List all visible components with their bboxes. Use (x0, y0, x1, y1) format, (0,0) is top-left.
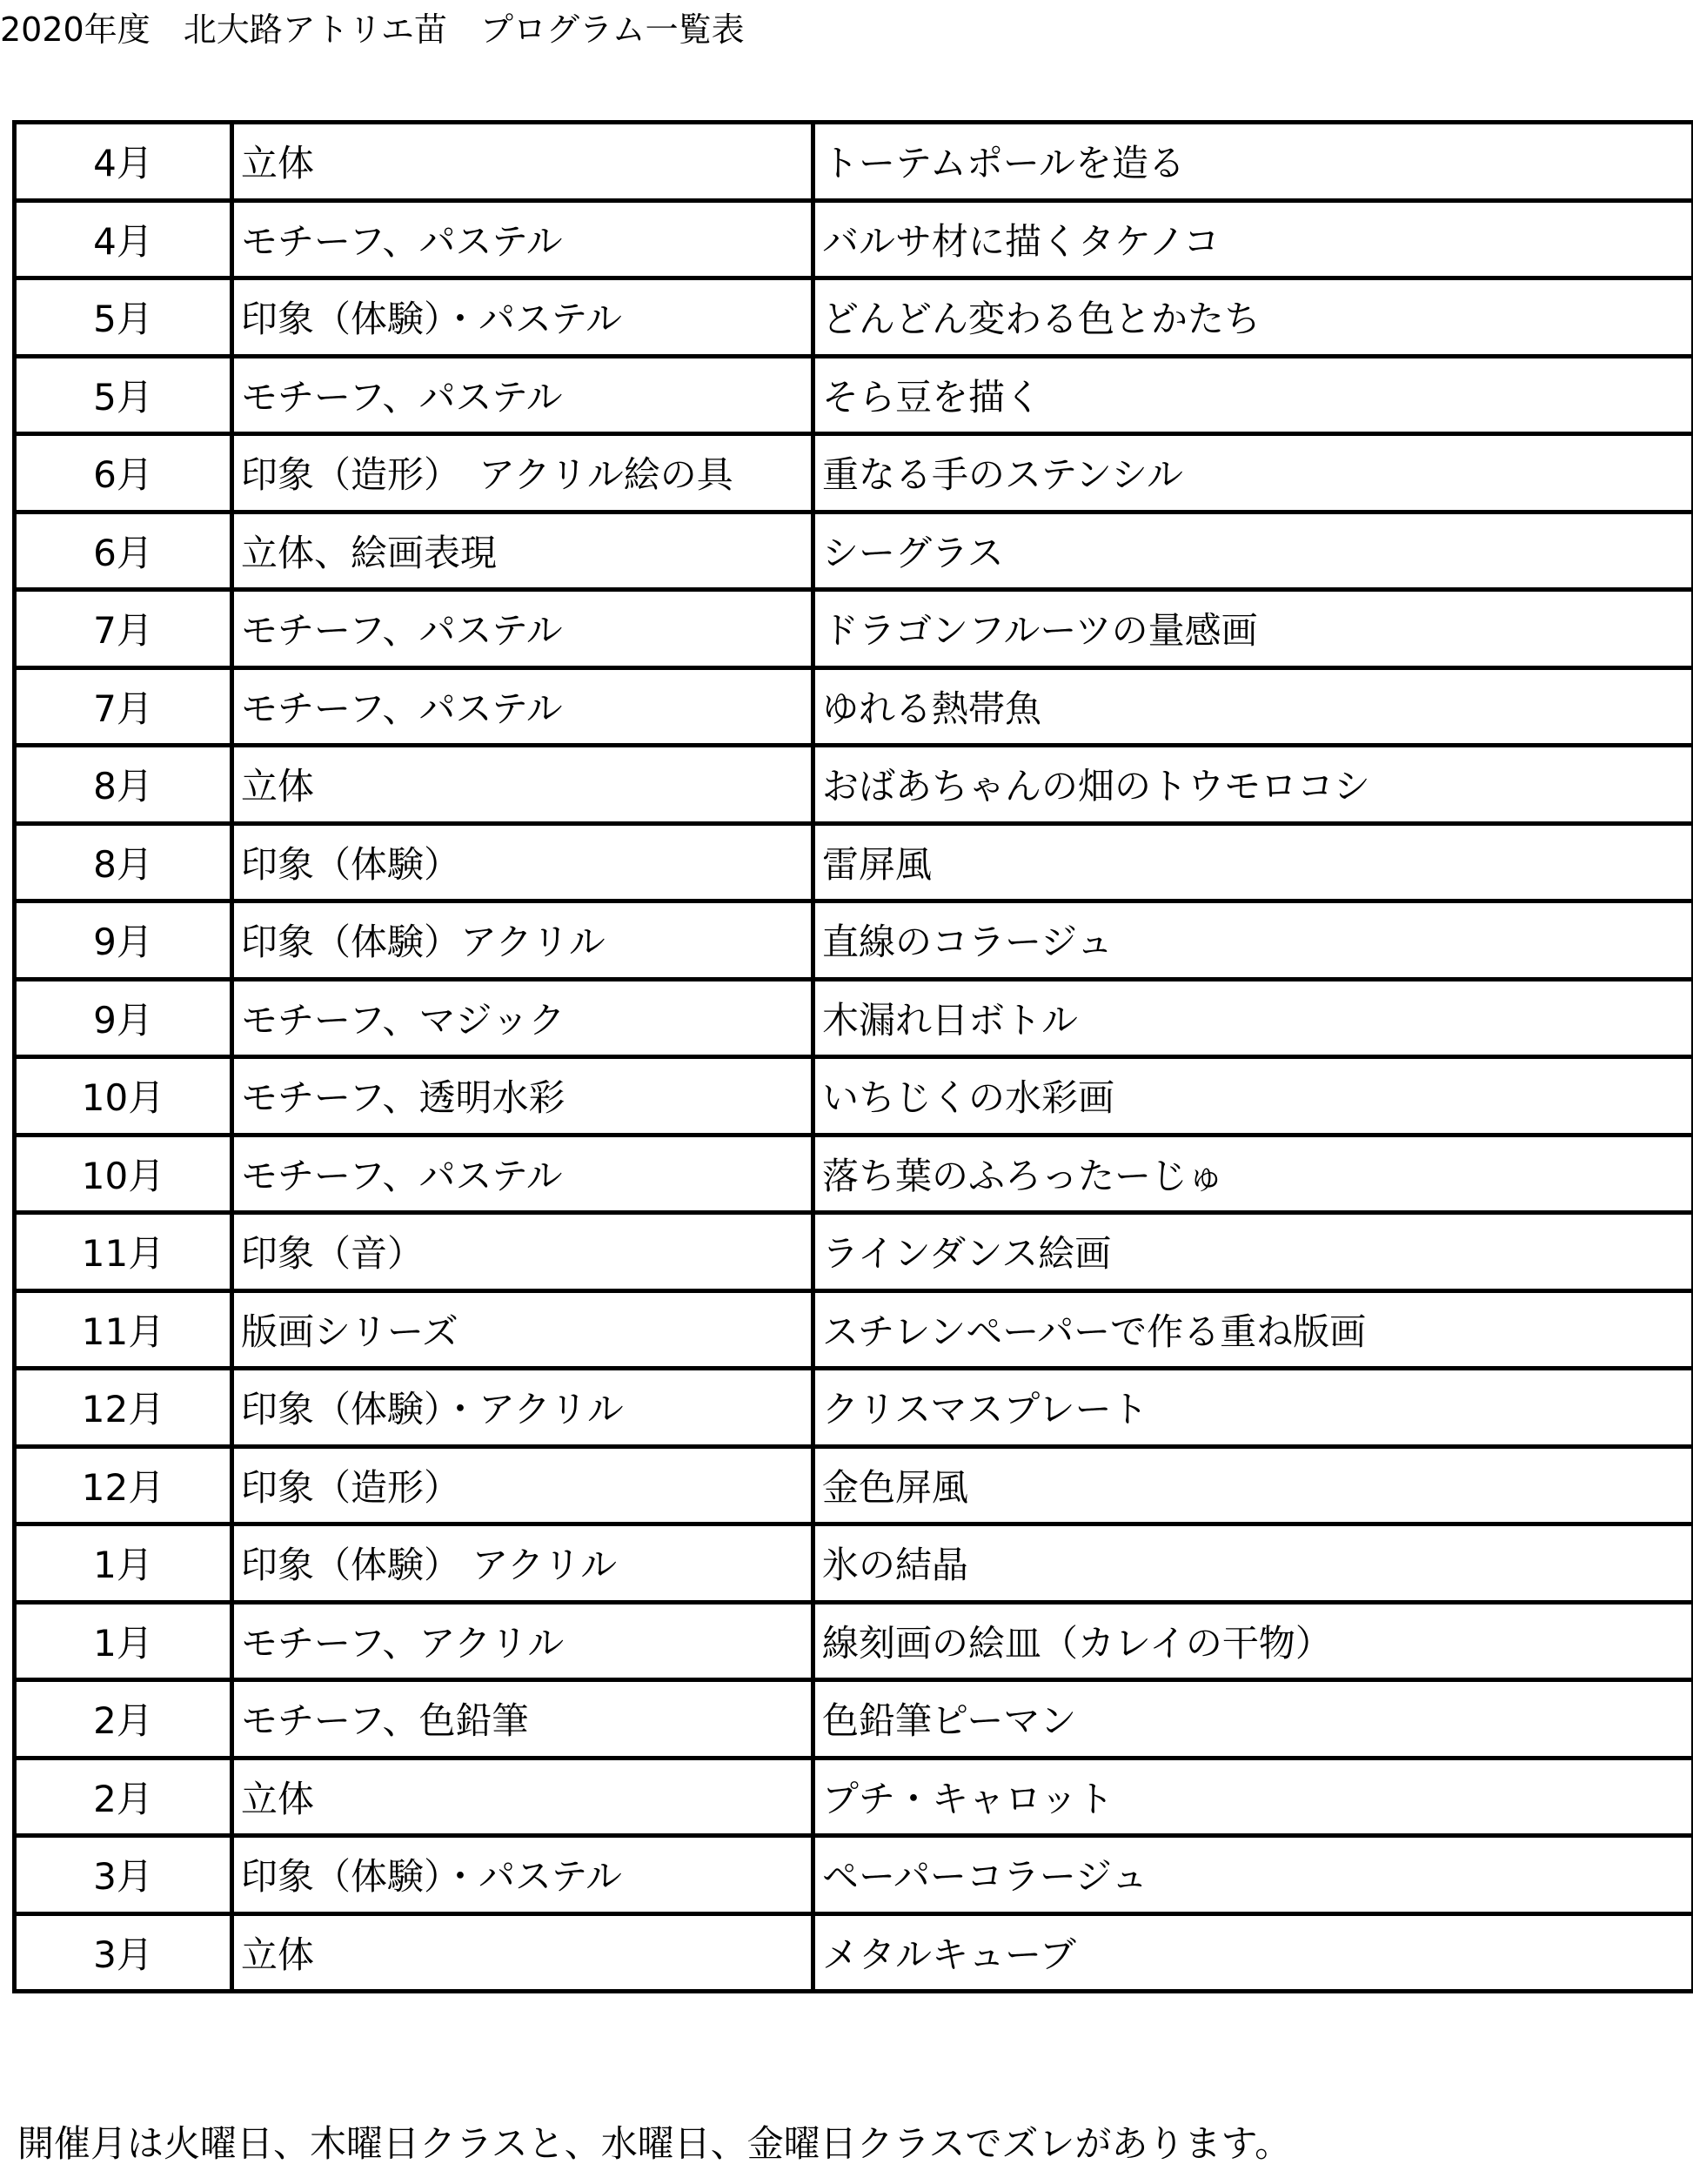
category-cell: 印象（体験） (232, 823, 813, 901)
month-cell: 4月 (15, 123, 232, 201)
month-cell: 2月 (15, 1758, 232, 1836)
table-row (15, 901, 1693, 980)
category-cell: モチーフ、パステル (232, 356, 813, 434)
table-row (15, 434, 1693, 513)
program-title-cell: ラインダンス絵画 (813, 1213, 1693, 1291)
table-row (15, 512, 1693, 590)
document-title: プログラム一覧表 (479, 10, 745, 49)
table-row (15, 823, 1693, 901)
month-cell: 1月 (15, 1602, 232, 1680)
table-row (15, 200, 1693, 278)
month-cell: 10月 (15, 1135, 232, 1213)
month-cell: 4月 (15, 200, 232, 278)
program-title-cell: プチ・キャロット (813, 1758, 1693, 1836)
category-cell: 立体 (232, 1913, 813, 1992)
table-row (15, 1836, 1693, 1914)
table-row (15, 590, 1693, 668)
program-title-cell: クリスマスプレート (813, 1369, 1693, 1447)
program-title-cell: そら豆を描く (813, 356, 1693, 434)
table-row (15, 1057, 1693, 1136)
footnote: 開催月は火曜日、木曜日クラスと、水曜日、金曜日クラスでズレがあります。 (17, 2122, 1292, 2165)
month-cell: 10月 (15, 1057, 232, 1136)
month-cell: 3月 (15, 1836, 232, 1914)
category-cell: 立体、絵画表現 (232, 512, 813, 590)
month-cell: 12月 (15, 1446, 232, 1524)
month-cell: 5月 (15, 278, 232, 357)
table-row (15, 1446, 1693, 1524)
table-row (15, 667, 1693, 746)
program-title-cell: おばあちゃんの畑のトウモロコシ (813, 746, 1693, 824)
category-cell: 立体 (232, 123, 813, 201)
category-cell: モチーフ、色鉛筆 (232, 1680, 813, 1759)
month-cell: 7月 (15, 590, 232, 668)
category-cell: 版画シリーズ (232, 1290, 813, 1369)
month-cell: 3月 (15, 1913, 232, 1992)
program-title-cell: メタルキューブ (813, 1913, 1693, 1992)
program-title-cell: ゆれる熱帯魚 (813, 667, 1693, 746)
month-cell: 7月 (15, 667, 232, 746)
category-cell: 立体 (232, 1758, 813, 1836)
month-cell: 8月 (15, 823, 232, 901)
category-cell: 印象（音） (232, 1213, 813, 1291)
program-title-cell: ペーパーコラージュ (813, 1836, 1693, 1914)
table-row (15, 356, 1693, 434)
month-cell: 2月 (15, 1680, 232, 1759)
table-row (15, 1213, 1693, 1291)
program-title-cell: どんどん変わる色とかたち (813, 278, 1693, 357)
program-title-cell: 直線のコラージュ (813, 901, 1693, 980)
category-cell: 印象（体験）・パステル (232, 278, 813, 357)
program-title-cell: 線刻画の絵皿（カレイの干物） (813, 1602, 1693, 1680)
category-cell: モチーフ、透明水彩 (232, 1057, 813, 1136)
program-title-cell: 氷の結晶 (813, 1524, 1693, 1603)
program-title-cell: 落ち葉のふろったーじゅ (813, 1135, 1693, 1213)
table-row (15, 1290, 1693, 1369)
category-cell: モチーフ、マジック (232, 979, 813, 1057)
month-cell: 6月 (15, 512, 232, 590)
category-cell: 印象（体験）・パステル (232, 1836, 813, 1914)
month-cell: 12月 (15, 1369, 232, 1447)
program-title-cell: トーテムポールを造る (813, 123, 1693, 201)
program-title-cell: 色鉛筆ピーマン (813, 1680, 1693, 1759)
table-row (15, 1369, 1693, 1447)
table-row (15, 123, 1693, 201)
category-cell: モチーフ、パステル (232, 590, 813, 668)
table-row (15, 979, 1693, 1057)
month-cell: 11月 (15, 1213, 232, 1291)
category-cell: モチーフ、パステル (232, 667, 813, 746)
table-row (15, 1758, 1693, 1836)
category-cell: 印象（造形） (232, 1446, 813, 1524)
category-cell: モチーフ、アクリル (232, 1602, 813, 1680)
month-cell: 9月 (15, 901, 232, 980)
program-table (12, 120, 1693, 1993)
table-row (15, 1913, 1693, 1992)
program-title-cell: いちじくの水彩画 (813, 1057, 1693, 1136)
month-cell: 1月 (15, 1524, 232, 1603)
table-row (15, 1135, 1693, 1213)
month-cell: 8月 (15, 746, 232, 824)
category-cell: 印象（体験）・アクリル (232, 1369, 813, 1447)
atelier-name: 北大路アトリエ苗 (183, 10, 447, 49)
month-cell: 11月 (15, 1290, 232, 1369)
month-cell: 6月 (15, 434, 232, 513)
month-cell: 5月 (15, 356, 232, 434)
category-cell: モチーフ、パステル (232, 200, 813, 278)
year-label: 2020年度 (0, 10, 151, 49)
page-title (0, 5, 745, 54)
table-row (15, 1524, 1693, 1603)
program-title-cell: バルサ材に描くタケノコ (813, 200, 1693, 278)
category-cell: 印象（体験） アクリル (232, 1524, 813, 1603)
program-title-cell: 重なる手のステンシル (813, 434, 1693, 513)
program-title-cell: シーグラス (813, 512, 1693, 590)
table-row (15, 1602, 1693, 1680)
program-title-cell: 金色屏風 (813, 1446, 1693, 1524)
category-cell: 印象（造形） アクリル絵の具 (232, 434, 813, 513)
program-title-cell: スチレンペーパーで作る重ね版画 (813, 1290, 1693, 1369)
program-table-body (15, 123, 1693, 1992)
category-cell: 立体 (232, 746, 813, 824)
program-title-cell: 木漏れ日ボトル (813, 979, 1693, 1057)
program-title-cell: 雷屏風 (813, 823, 1693, 901)
month-cell: 9月 (15, 979, 232, 1057)
table-row (15, 278, 1693, 357)
table-row (15, 746, 1693, 824)
table-row (15, 1680, 1693, 1759)
program-title-cell: ドラゴンフルーツの量感画 (813, 590, 1693, 668)
category-cell: 印象（体験）アクリル (232, 901, 813, 980)
category-cell: モチーフ、パステル (232, 1135, 813, 1213)
